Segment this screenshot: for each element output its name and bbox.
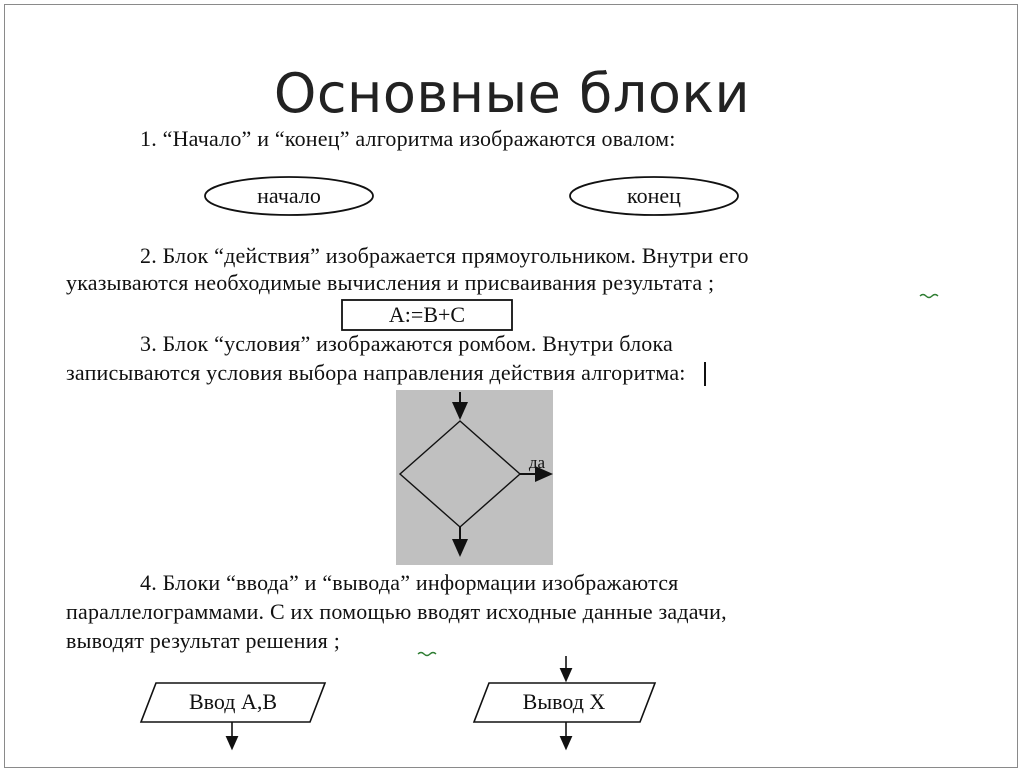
condition-background [396,390,553,565]
item-3-text-line-1: 3. Блок “условия” изображаются ромбом. Внутри блока [140,331,673,356]
item-3-text-line-2: записываются условия выбора направления действия алгоритма: [66,360,686,385]
output-box-label: Вывод X [522,689,606,714]
condition-yes-label: да [528,453,546,472]
item-2-text-line-2: указываются необходимые вычисления и присваивания результата ; [66,270,715,295]
item-4-text-line-2: параллелограммами. С их помощью вводят исходные данные задачи, [66,599,727,624]
input-box-label: Ввод A,B [188,689,278,714]
end-oval-label: конец [627,183,681,208]
spellcheck-squiggle-2 [418,653,436,656]
spellcheck-squiggle-1 [920,295,938,298]
item-2-text-line-1: 2. Блок “действия” изображается прямоугольником. Внутри его [140,243,749,268]
action-box-label: A:=B+C [388,302,466,327]
slide-title: Основные блоки [273,62,751,125]
start-oval-label: начало [257,183,321,208]
item-1-text: 1. “Начало” и “конец” алгоритма изображаются овалом: [140,126,676,151]
item-4-text-line-3: выводят результат решения ; [66,628,341,653]
item-4-text-line-1: 4. Блоки “ввода” и “вывода” информации изображаются [140,570,679,595]
